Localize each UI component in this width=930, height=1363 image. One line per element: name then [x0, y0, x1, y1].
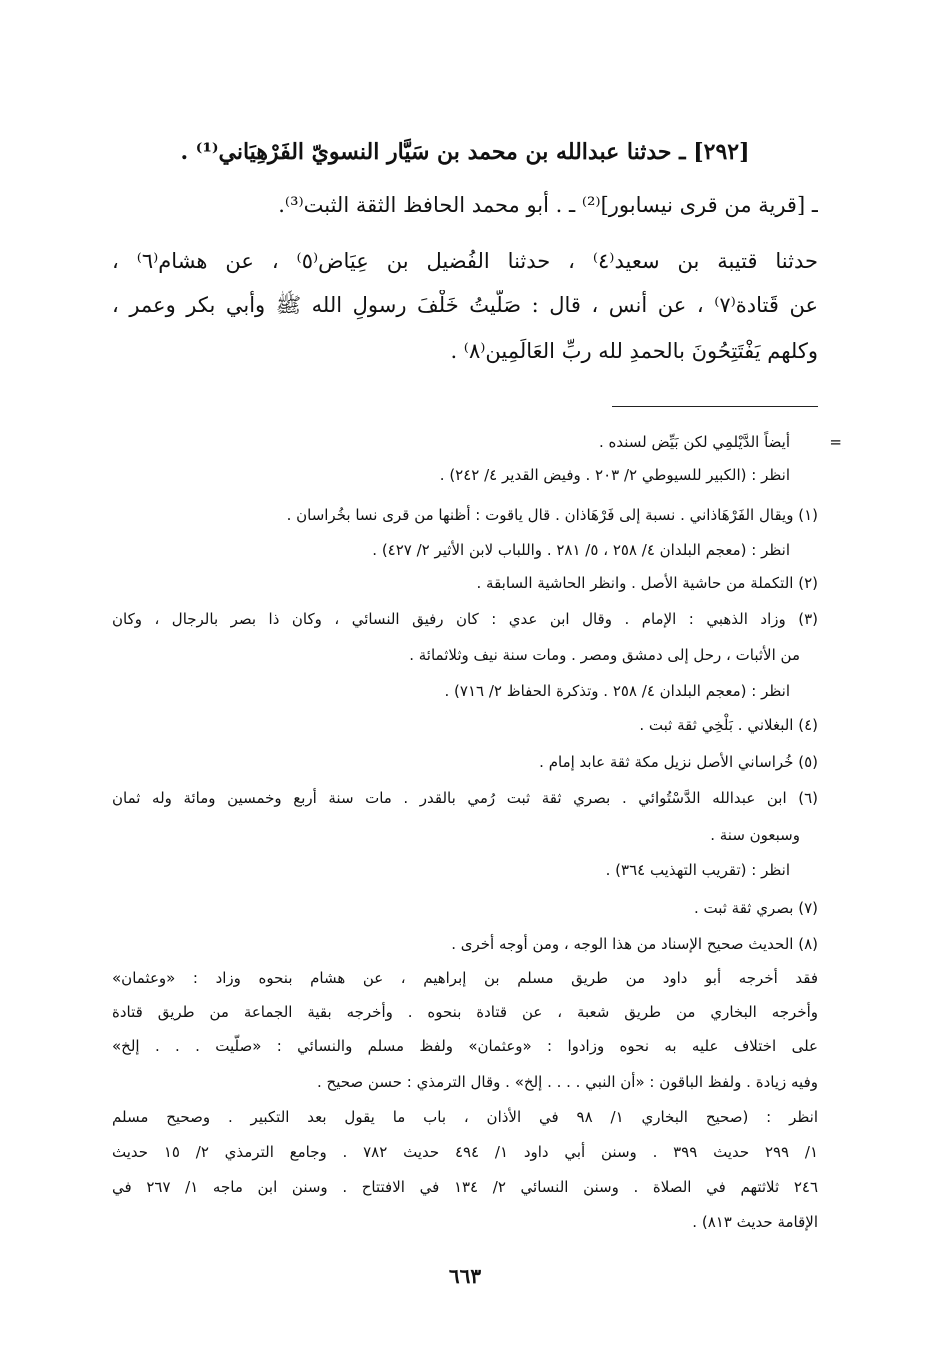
footnote-line: وفيه زيادة . ولفظ الباقون : «أن النبي . . . . إلخ» . وقال الترمذي : حسن صحيح . [316, 1073, 818, 1091]
footnote-line: انظر : (معجم البلدان ٤/ ٢٥٨ . وتذكرة الحفاظ ٢/ ٧١٦) . [444, 682, 790, 700]
footnote-line: انظر : (صحيح البخاري ١/ ٩٨ في الأذان ، باب ما يقول بعد التكبير . وصحيح مسلم [112, 1108, 818, 1126]
footnote-line: (٦) ابن عبدالله الدَّسْتُوائي . بصري ثقة ثبت رُمي بالقدر . مات سنة أربع وخمسين ومائة وله ثمان [112, 789, 818, 807]
footnote-line: أيضاً الدَّيْلمِي لكن بَيِّض لسنده . [598, 433, 790, 451]
footnote-line: من الأثبات ، رحل إلى دمشق ومصر . ومات سنة نيف وثلاثمائة . [409, 646, 800, 664]
footnote-line: انظر : (الكبير للسيوطي ٢/ ٢٠٣ . وفيض القدير ٤/ ٢٤٢) . [439, 466, 790, 484]
hadith-text-line: عن قَتادة⁽٧⁾ ، عن أنس ، قال : صَلَّيتُ خَلْفَ رسولِ الله ﷺ وأبي بكر وعمر ، [112, 293, 818, 317]
footnote-line: (٣) وزاد الذهبي : الإمام . وقال ابن عدي : كان رفيق النسائي ، وكان ذا بصر بالرجال ، وكان [112, 610, 818, 628]
footnote-line: (١) ويقال الفَرْهَاذاني . نسبة إلى فَرْهَاذان . قال ياقوت : أظنها من قرى نسا بخُراسان . [286, 506, 818, 524]
footnote-line: انظر : (تقريب التهذيب ٣٦٤) . [605, 861, 790, 879]
footnote-line: على اختلاف عليه به نحوه وزادوا : «وعثمان» ولفظ مسلم والنسائي : «صلّيت . . . إلخ» [112, 1037, 818, 1055]
footnote-line: انظر : (معجم البلدان ٤/ ٢٥٨ ، ٥/ ٢٨١ . واللباب لابن الأثير ٢/ ٤٢٧) . [372, 541, 790, 559]
hadith-text-line: وكلهم يَفْتَتِحُونَ بالحمدِ لله ربِّ العَالَمِين⁽٨⁾ . [450, 339, 818, 363]
continuation-marker: = [829, 433, 842, 451]
page-number: ٦٦٣ [448, 1264, 482, 1288]
footnote-line: الإقامة حديث ٨١٣) . [692, 1213, 818, 1231]
hadith-subheading: ـ [قرية من قرى نيسابور]⁽²⁾ ـ . أبو محمد الحافظ الثقة الثبت⁽³⁾. [278, 193, 818, 217]
footnote-line: وأخرجه البخاري من طريق شعبة ، عن قتادة بنحوه . وأخرجه بقية الجماعة من طريق قتادة [112, 1003, 818, 1021]
footnote-line: ١/ ٢٩٩ حديث ٣٩٩ . وسنن أبي داود ١/ ٤٩٤ حديث ٧٨٢ . وجامع الترمذي ٢/ ١٥ حديث [112, 1143, 818, 1161]
footnote-line: (٤) البغلاني . بَلْخِي ثقة ثبت . [639, 716, 818, 734]
hadith-heading: [٢٩٢] ـ حدثنا عبدالله بن محمد بن سَيَّار النسويّ الفَرْهِيَاني⁽¹⁾ . [180, 139, 750, 165]
hadith-text-line: حدثنا قتيبة بن سعيد⁽٤⁾ ، حدثنا الفُضيل بن عِيَاض⁽٥⁾ ، عن هشام⁽٦⁾ ، [112, 249, 818, 273]
footnote-line: (٥) خُراساني الأصل نزيل مكة ثقة عابد إمام . [539, 753, 818, 771]
footnote-line: (٢) التكملة من حاشية الأصل . وانظر الحاشية السابقة . [476, 574, 818, 592]
footnote-line: ٢٤٦ ثلاثتهم في الصلاة . وسنن النسائي ٢/ ١٣٤ في الافتتاح . وسنن ابن ماجه ١/ ٢٦٧ في [112, 1178, 818, 1196]
footnote-line: (٧) بصري ثقة ثبت . [693, 899, 818, 917]
footnote-line: (٨) الحديث صحيح الإسناد من هذا الوجه ، ومن أوجه أخرى . [451, 935, 818, 953]
footnote-line: فقد أخرجه أبو داود من طريق مسلم بن إبراهيم ، عن هشام بنحوه وزاد : «وعثمان» [112, 969, 818, 987]
footnote-separator [612, 406, 818, 407]
footnote-line: وسبعون سنة . [710, 826, 800, 844]
